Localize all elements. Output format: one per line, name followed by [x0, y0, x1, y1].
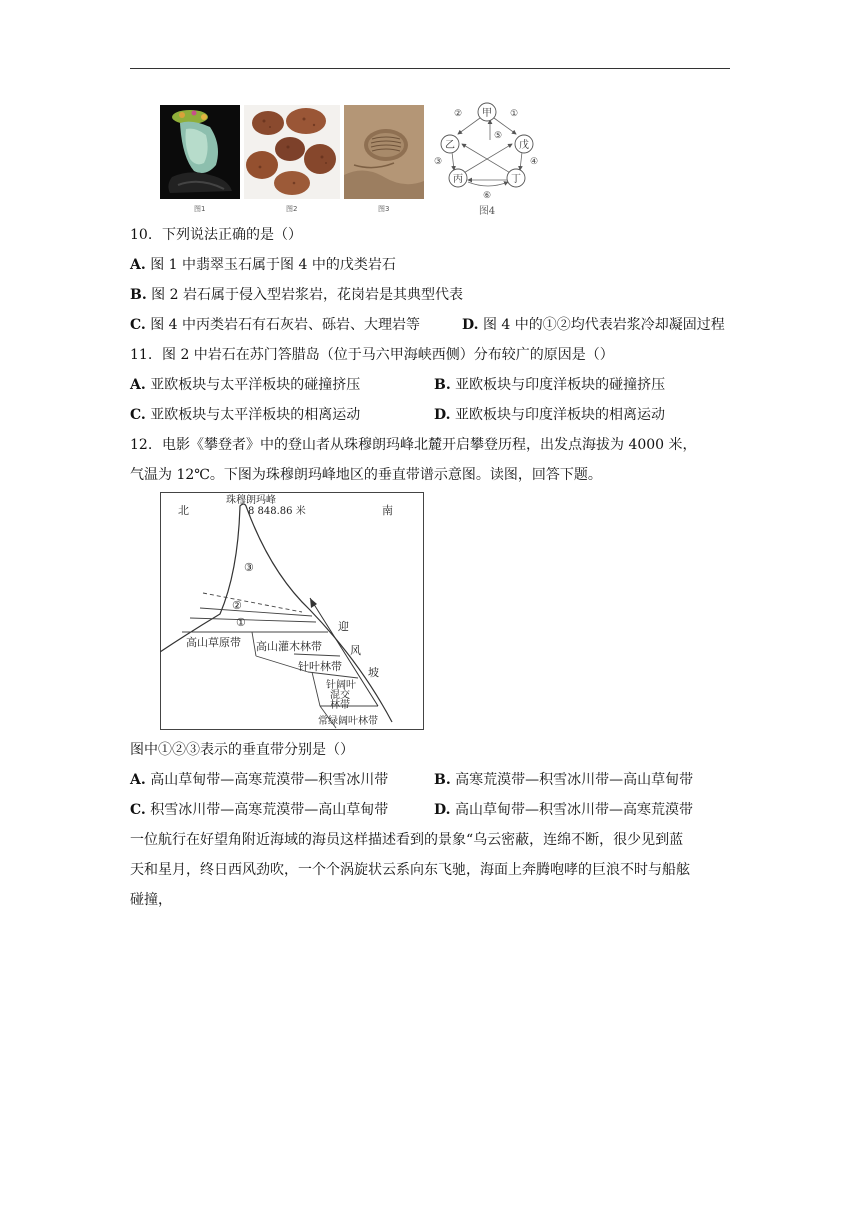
question-11-option-a [130, 375, 360, 395]
arrow-label-3: ③ [433, 157, 443, 167]
label-conifer: 针叶林带 [298, 660, 342, 673]
arrow-label-5: ⑤ [493, 131, 503, 141]
node-yi-label: 乙 [445, 140, 455, 151]
option-b-label: B. [130, 287, 147, 303]
option-b-label: B. [434, 772, 451, 788]
option-c-label: C. [130, 407, 146, 423]
option-a-text: 高山草甸带—高寒荒漠带—积雪冰川带 [150, 772, 389, 788]
option-b-text: 亚欧板块与印度洋板块的碰撞挤压 [455, 377, 666, 393]
everest-zonation-svg [160, 492, 424, 730]
label-alpine-shrub: 高山灌木林带 [256, 640, 322, 653]
figure-2-rocks [244, 105, 340, 199]
option-b-label: B. [434, 377, 451, 393]
option-c-text: 积雪冰川带—高寒荒漠带—高山草甸带 [150, 802, 389, 818]
question-10 [130, 225, 730, 245]
label-evergreen: 常绿阔叶林带 [318, 716, 378, 727]
rock-cycle-diagram [428, 100, 546, 220]
option-c-label: C. [130, 802, 146, 818]
figure-4-rock-cycle [428, 100, 546, 220]
label-zone-3: ③ [244, 561, 254, 574]
arrow-label-6: ⑥ [482, 191, 492, 201]
trilobite-fossil-image [344, 105, 424, 199]
node-jia-label: 甲 [482, 108, 492, 119]
option-c-text: 图 4 中丙类岩石有石灰岩、砾岩、大理岩等 [150, 317, 421, 333]
header-rule [130, 68, 730, 69]
option-d-text: 高山草甸带—积雪冰川带—高寒荒漠带 [454, 802, 693, 818]
label-mixed-1: 针阔叶 [326, 680, 356, 691]
arrow-label-4: ④ [529, 157, 539, 167]
option-a-label: A. [130, 377, 146, 393]
label-zone-1: ① [236, 616, 246, 629]
label-peak-name: 珠穆朗玛峰 [226, 495, 276, 506]
arrow-label-2: ② [453, 109, 463, 119]
label-windward-2: 风 [350, 644, 361, 657]
question-11-option-b [434, 375, 665, 395]
figure-2-caption: 图2 [286, 205, 298, 213]
label-north: 北 [178, 504, 189, 517]
question-12-number: 12. [130, 437, 153, 453]
arrow-label-1: ① [509, 109, 519, 119]
question-10-option-d [462, 315, 725, 335]
option-a-label: A. [130, 257, 146, 273]
question-10-text: 下列说法正确的是（） [162, 227, 302, 243]
option-d-label: D. [434, 407, 451, 423]
figure-3-caption: 图3 [378, 205, 390, 213]
label-alpine-meadow: 高山草原带 [186, 636, 241, 649]
question-11 [130, 345, 730, 365]
question-12-option-c [130, 800, 388, 820]
question-11-number: 11. [130, 347, 153, 363]
option-d-text: 图 4 中的①②均代表岩浆冷却凝固过程 [482, 317, 725, 333]
question-12-option-b [434, 770, 693, 790]
option-b-text: 图 2 岩石属于侵入型岩浆岩，花岗岩是其典型代表 [151, 287, 463, 303]
option-b-text: 高寒荒漠带—积雪冰川带—高山草甸带 [455, 772, 694, 788]
everest-zonation-diagram [160, 492, 424, 730]
question-11-option-d [434, 405, 665, 425]
passage-line-3: 碰撞， [130, 892, 172, 908]
node-ding-label: 丁 [511, 174, 521, 185]
question-10-number: 10. [130, 227, 153, 243]
figure-4-caption: 图4 [478, 206, 496, 217]
label-windward-3: 坡 [368, 666, 379, 679]
jade-carving-image [160, 105, 240, 199]
label-mixed-3: 林带 [330, 700, 350, 711]
question-12-option-a [130, 770, 388, 790]
label-mixed-2: 混交 [330, 690, 350, 701]
node-bing-label: 丙 [453, 174, 463, 185]
figure-3-fossil [344, 105, 424, 199]
question-11-option-c [130, 405, 360, 425]
label-peak-height: 8 848.86 米 [248, 506, 306, 517]
question-12-option-d [434, 800, 693, 820]
question-10-option-c [130, 315, 420, 335]
label-zone-2: ② [232, 599, 242, 612]
question-12-text-1: 电影《攀登者》中的登山者从珠穆朗玛峰北麓开启攀登历程，出发点海拔为 4000 米， [162, 437, 697, 453]
passage-line-1: 一位航行在好望角附近海域的海员这样描述看到的景象“乌云密蔽，连绵不断，很少见到蓝 [130, 832, 684, 848]
question-10-option-a [130, 255, 730, 275]
option-d-label: D. [434, 802, 451, 818]
question-10-option-b [130, 285, 730, 305]
passage-line-2: 天和星月，终日西风劲吹，一个个涡旋状云系向东飞驰，海面上奔腾咆哮的巨浪不时与船舷 [130, 862, 690, 878]
option-a-text: 亚欧板块与太平洋板块的碰撞挤压 [150, 377, 361, 393]
option-d-label: D. [462, 317, 479, 333]
option-d-text: 亚欧板块与印度洋板块的相离运动 [454, 407, 665, 423]
label-south: 南 [382, 504, 393, 517]
question-11-text: 图 2 中岩石在苏门答腊岛（位于马六甲海峡西侧）分布较广的原因是（） [162, 347, 614, 363]
question-12-line-2: 气温为 12℃。下图为珠穆朗玛峰地区的垂直带谱示意图。读图，回答下题。 [130, 467, 602, 483]
option-c-text: 亚欧板块与太平洋板块的相离运动 [150, 407, 361, 423]
option-a-label: A. [130, 772, 146, 788]
porous-rocks-image [244, 105, 340, 199]
label-windward-1: 迎 [338, 620, 349, 633]
option-c-label: C. [130, 317, 146, 333]
option-a-text: 图 1 中翡翠玉石属于图 4 中的戊类岩石 [150, 257, 396, 273]
node-wu-label: 戊 [519, 140, 529, 151]
question-12-line-1 [130, 435, 730, 455]
question-12-prompt: 图中①②③表示的垂直带分别是（） [130, 742, 354, 758]
figure-1-caption: 图1 [194, 205, 206, 213]
figure-1-jade [160, 105, 240, 199]
